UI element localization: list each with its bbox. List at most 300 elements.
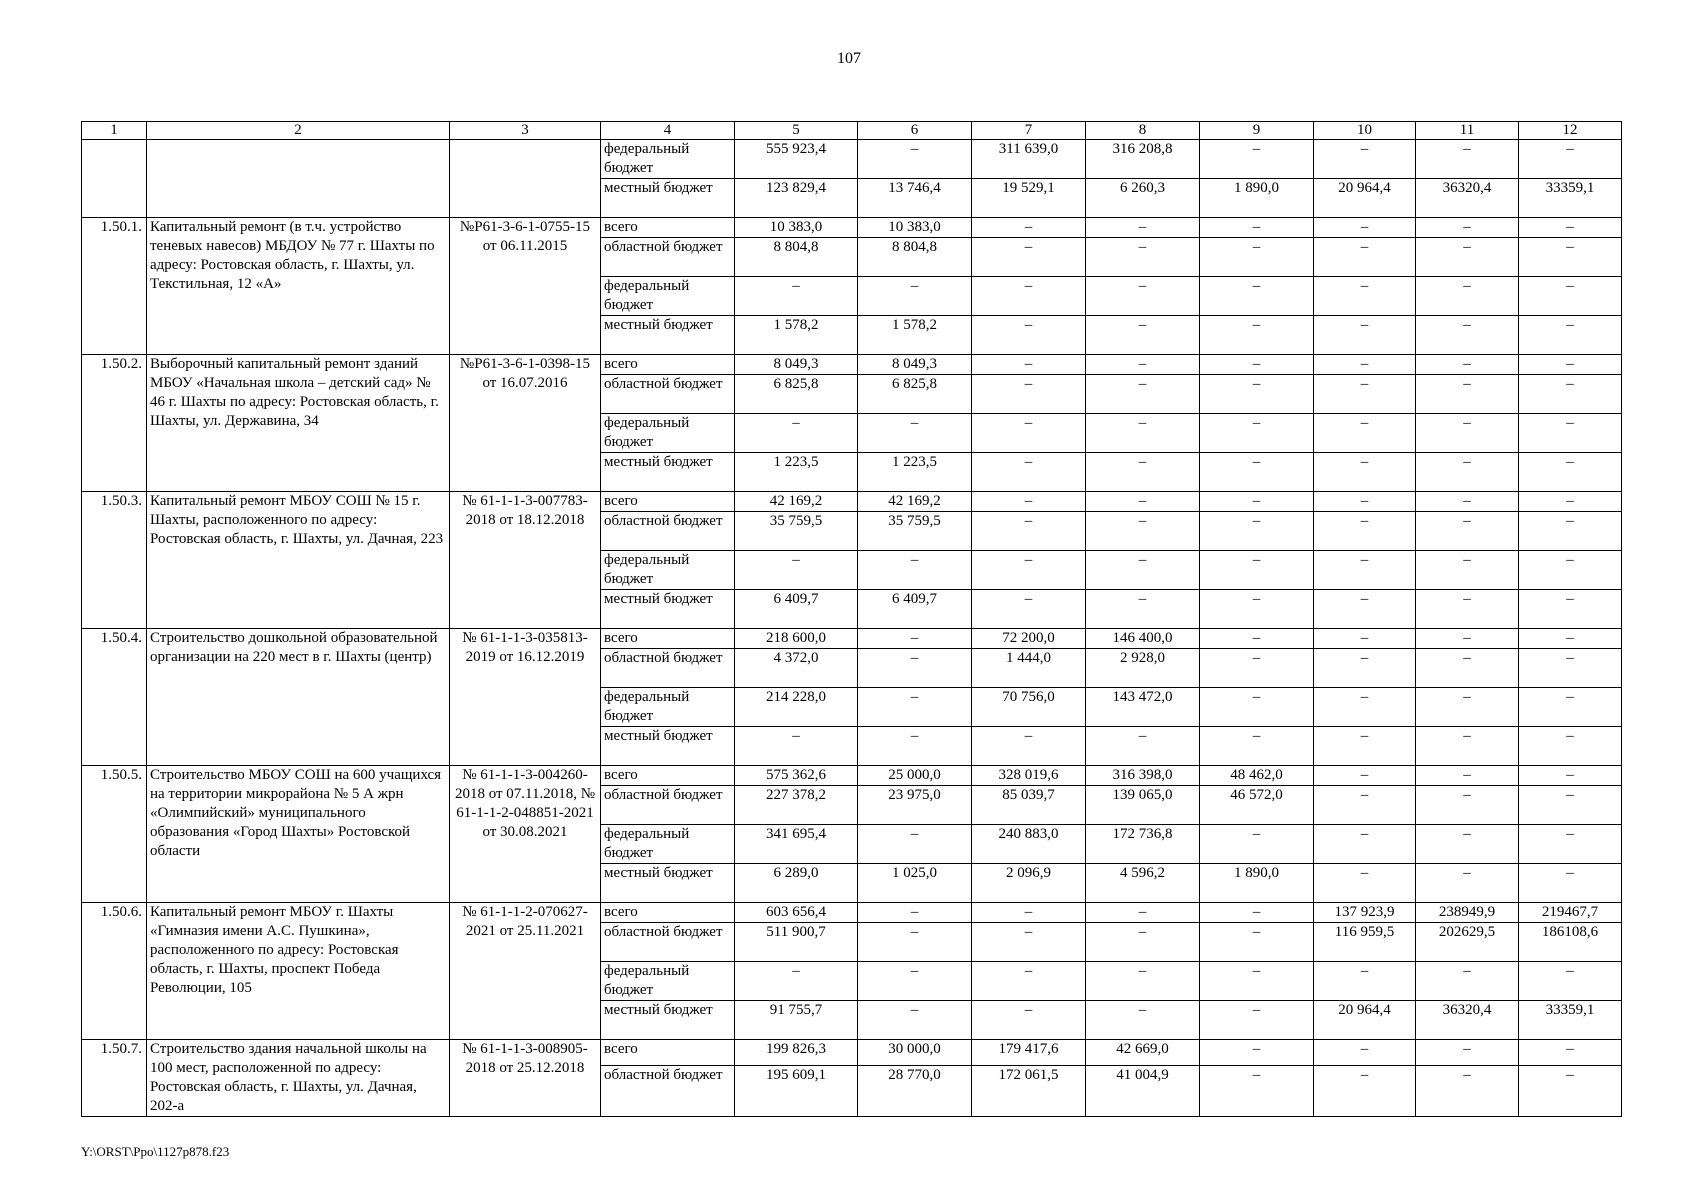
value-cell-col-7: 70 756,0 [972, 688, 1086, 727]
value-cell-col-8: – [1086, 316, 1200, 355]
value-cell-col-8: 41 004,9 [1086, 1066, 1200, 1117]
value-cell-col-12: – [1519, 727, 1622, 766]
funding-source-label: всего [601, 492, 735, 512]
funding-source-label: областной бюджет [601, 923, 735, 962]
value-cell-col-8: – [1086, 453, 1200, 492]
column-header-8: 8 [1086, 122, 1200, 140]
value-cell-col-5: – [735, 551, 858, 590]
value-cell-col-8: 2 928,0 [1086, 649, 1200, 688]
item-number: 1.50.1. [82, 218, 147, 355]
value-cell-col-7: 240 883,0 [972, 825, 1086, 864]
value-cell-col-10: – [1314, 786, 1416, 825]
value-cell-col-12: – [1519, 218, 1622, 238]
value-cell-col-6: – [858, 649, 972, 688]
value-cell-col-7: 19 529,1 [972, 179, 1086, 218]
value-cell-col-10: – [1314, 1066, 1416, 1117]
value-cell-col-12: – [1519, 355, 1622, 375]
value-cell-col-6: – [858, 1001, 972, 1040]
item-number: 1.50.2. [82, 355, 147, 492]
funding-source-label: областной бюджет [601, 1066, 735, 1117]
funding-source-label: местный бюджет [601, 316, 735, 355]
value-cell-col-6: 23 975,0 [858, 786, 972, 825]
value-cell-col-10: – [1314, 825, 1416, 864]
value-cell-col-5: 6 289,0 [735, 864, 858, 903]
budget-table-container [81, 121, 1621, 1117]
value-cell-col-5: 10 383,0 [735, 218, 858, 238]
value-cell-col-10: – [1314, 727, 1416, 766]
item-number: 1.50.7. [82, 1040, 147, 1117]
value-cell-col-7: 85 039,7 [972, 786, 1086, 825]
value-cell-col-6: 8 049,3 [858, 355, 972, 375]
value-cell-col-11: – [1416, 551, 1519, 590]
value-cell-col-11: – [1416, 629, 1519, 649]
funding-source-label: федеральный бюджет [601, 277, 735, 316]
value-cell-col-11: – [1416, 316, 1519, 355]
value-cell-col-7: – [972, 218, 1086, 238]
value-cell-col-7: – [972, 355, 1086, 375]
value-cell-col-10: – [1314, 590, 1416, 629]
item-document: №Р61-3-6-1-0398-15 от 16.07.2016 [450, 355, 601, 492]
value-cell-col-5: 91 755,7 [735, 1001, 858, 1040]
value-cell-col-7: – [972, 238, 1086, 277]
value-cell-col-5: 603 656,4 [735, 903, 858, 923]
value-cell-col-11: – [1416, 786, 1519, 825]
column-header-1: 1 [82, 122, 147, 140]
value-cell-col-10: – [1314, 375, 1416, 414]
value-cell-col-6: 6 825,8 [858, 375, 972, 414]
value-cell-col-5: 555 923,4 [735, 140, 858, 179]
table-row [82, 218, 1622, 238]
value-cell-col-7: 328 019,6 [972, 766, 1086, 786]
value-cell-col-10: – [1314, 766, 1416, 786]
value-cell-col-8: 42 669,0 [1086, 1040, 1200, 1066]
value-cell-col-8: – [1086, 551, 1200, 590]
file-path-footer: Y:\ORST\Ppo\1127p878.f23 [81, 1144, 230, 1159]
funding-source-label: всего [601, 1040, 735, 1066]
value-cell-col-9: – [1200, 375, 1314, 414]
value-cell-col-8: 6 260,3 [1086, 179, 1200, 218]
value-cell-col-12: – [1519, 825, 1622, 864]
column-header-10: 10 [1314, 122, 1416, 140]
value-cell-col-11: – [1416, 766, 1519, 786]
item-number: 1.50.6. [82, 903, 147, 1040]
value-cell-col-11: – [1416, 727, 1519, 766]
value-cell-col-12: – [1519, 766, 1622, 786]
value-cell-col-8: – [1086, 375, 1200, 414]
value-cell-col-9: – [1200, 825, 1314, 864]
value-cell-col-12: 33359,1 [1519, 179, 1622, 218]
item-name: Капитальный ремонт МБОУ СОШ № 15 г. Шахты, расположенного по адресу: Ростовская область, г. Шахты, ул. Дачная, 223 [147, 492, 450, 629]
value-cell-col-6: – [858, 629, 972, 649]
value-cell-col-12: – [1519, 277, 1622, 316]
column-header-7: 7 [972, 122, 1086, 140]
table-row [82, 1040, 1622, 1066]
value-cell-col-9: 48 462,0 [1200, 766, 1314, 786]
value-cell-col-7: – [972, 903, 1086, 923]
table-row [82, 140, 1622, 179]
value-cell-col-11: 36320,4 [1416, 179, 1519, 218]
value-cell-col-11: – [1416, 355, 1519, 375]
table-body [82, 122, 1622, 1117]
value-cell-col-6: – [858, 962, 972, 1001]
funding-source-label: местный бюджет [601, 727, 735, 766]
item-document: № 61-1-1-2-070627-2021 от 25.11.2021 [450, 903, 601, 1040]
value-cell-col-9: – [1200, 1066, 1314, 1117]
value-cell-col-11: 202629,5 [1416, 923, 1519, 962]
value-cell-col-7: – [972, 590, 1086, 629]
value-cell-col-9: – [1200, 1040, 1314, 1066]
value-cell-col-11: – [1416, 453, 1519, 492]
value-cell-col-8: – [1086, 727, 1200, 766]
value-cell-col-9: – [1200, 414, 1314, 453]
funding-source-label: федеральный бюджет [601, 551, 735, 590]
column-header-6: 6 [858, 122, 972, 140]
column-header-12: 12 [1519, 122, 1622, 140]
value-cell-col-6: – [858, 414, 972, 453]
value-cell-col-11: – [1416, 1040, 1519, 1066]
item-name: Строительство дошкольной образовательной организации на 220 мест в г. Шахты (центр) [147, 629, 450, 766]
value-cell-col-7: – [972, 551, 1086, 590]
value-cell-col-12: – [1519, 414, 1622, 453]
value-cell-col-11: – [1416, 864, 1519, 903]
funding-source-label: областной бюджет [601, 512, 735, 551]
value-cell-col-10: – [1314, 551, 1416, 590]
funding-source-label: всего [601, 355, 735, 375]
value-cell-col-6: – [858, 551, 972, 590]
value-cell-col-5: 227 378,2 [735, 786, 858, 825]
item-name: Выборочный капитальный ремонт зданий МБОУ «Начальная школа – детский сад» № 46 г. Шахты по адресу: Ростовская область, г. Шахты, ул. Державина, 34 [147, 355, 450, 492]
value-cell-col-11: – [1416, 218, 1519, 238]
value-cell-col-11: – [1416, 414, 1519, 453]
value-cell-col-5: – [735, 727, 858, 766]
value-cell-col-9: – [1200, 218, 1314, 238]
value-cell-col-9: 1 890,0 [1200, 864, 1314, 903]
item-number: 1.50.5. [82, 766, 147, 903]
value-cell-col-6: – [858, 923, 972, 962]
funding-source-label: местный бюджет [601, 1001, 735, 1040]
value-cell-col-11: 36320,4 [1416, 1001, 1519, 1040]
value-cell-col-8: – [1086, 492, 1200, 512]
funding-source-label: федеральный бюджет [601, 962, 735, 1001]
value-cell-col-7: – [972, 277, 1086, 316]
value-cell-col-5: 199 826,3 [735, 1040, 858, 1066]
value-cell-col-8: – [1086, 903, 1200, 923]
table-row [82, 766, 1622, 786]
value-cell-col-10: – [1314, 218, 1416, 238]
value-cell-col-10: – [1314, 277, 1416, 316]
value-cell-col-12: – [1519, 551, 1622, 590]
value-cell-col-12: – [1519, 786, 1622, 825]
value-cell-col-5: 4 372,0 [735, 649, 858, 688]
value-cell-col-9: – [1200, 923, 1314, 962]
value-cell-col-12: – [1519, 1040, 1622, 1066]
value-cell-col-9: – [1200, 590, 1314, 629]
value-cell-col-8: 4 596,2 [1086, 864, 1200, 903]
value-cell-col-12: – [1519, 1066, 1622, 1117]
value-cell-col-10: – [1314, 316, 1416, 355]
value-cell-col-11: 238949,9 [1416, 903, 1519, 923]
value-cell-col-10: – [1314, 238, 1416, 277]
table-row [82, 355, 1622, 375]
value-cell-col-5: 214 228,0 [735, 688, 858, 727]
value-cell-col-5: 511 900,7 [735, 923, 858, 962]
column-header-3: 3 [450, 122, 601, 140]
value-cell-col-7: – [972, 727, 1086, 766]
item-name: Капитальный ремонт МБОУ г. Шахты «Гимназия имени А.С. Пушкина», расположенного по адресу: Ростовская область, г. Шахты, проспект Победа Революции, 105 [147, 903, 450, 1040]
value-cell-col-12: – [1519, 375, 1622, 414]
value-cell-col-7: – [972, 962, 1086, 1001]
item-number: 1.50.3. [82, 492, 147, 629]
value-cell-col-12: 219467,7 [1519, 903, 1622, 923]
value-cell-col-12: – [1519, 492, 1622, 512]
item-document: № 61-1-1-3-007783-2018 от 18.12.2018 [450, 492, 601, 629]
column-header-5: 5 [735, 122, 858, 140]
value-cell-col-12: – [1519, 140, 1622, 179]
value-cell-col-5: 35 759,5 [735, 512, 858, 551]
value-cell-col-12: – [1519, 238, 1622, 277]
funding-source-label: местный бюджет [601, 453, 735, 492]
funding-source-label: всего [601, 218, 735, 238]
value-cell-col-8: 139 065,0 [1086, 786, 1200, 825]
value-cell-col-10: – [1314, 688, 1416, 727]
value-cell-col-7: – [972, 316, 1086, 355]
value-cell-col-9: – [1200, 903, 1314, 923]
page-number: 107 [837, 50, 861, 67]
value-cell-col-11: – [1416, 688, 1519, 727]
value-cell-col-7: – [972, 414, 1086, 453]
value-cell-col-8: 146 400,0 [1086, 629, 1200, 649]
value-cell-col-6: – [858, 727, 972, 766]
value-cell-col-5: – [735, 277, 858, 316]
value-cell-col-7: 179 417,6 [972, 1040, 1086, 1066]
value-cell-col-8: – [1086, 512, 1200, 551]
value-cell-col-10: – [1314, 492, 1416, 512]
funding-source-label: местный бюджет [601, 179, 735, 218]
value-cell-col-7: – [972, 492, 1086, 512]
value-cell-col-9: – [1200, 316, 1314, 355]
value-cell-col-12: – [1519, 962, 1622, 1001]
value-cell-col-9: 46 572,0 [1200, 786, 1314, 825]
value-cell-col-6: – [858, 903, 972, 923]
item-name: Строительство здания начальной школы на 100 мест, расположенной по адресу: Ростовская область, г. Шахты, ул. Дачная, 202-а [147, 1040, 450, 1117]
funding-source-label: федеральный бюджет [601, 414, 735, 453]
value-cell-col-10: – [1314, 1040, 1416, 1066]
column-header-2: 2 [147, 122, 450, 140]
value-cell-col-10: – [1314, 864, 1416, 903]
value-cell-col-6: – [858, 140, 972, 179]
value-cell-col-5: – [735, 962, 858, 1001]
value-cell-col-5: – [735, 414, 858, 453]
value-cell-col-6: 6 409,7 [858, 590, 972, 629]
column-header-9: 9 [1200, 122, 1314, 140]
value-cell-col-10: 20 964,4 [1314, 179, 1416, 218]
value-cell-col-10: 137 923,9 [1314, 903, 1416, 923]
value-cell-col-11: – [1416, 512, 1519, 551]
item-name: Капитальный ремонт (в т.ч. устройство теневых навесов) МБДОУ № 77 г. Шахты по адресу: Ростовская область, г. Шахты, ул. Текстильная, 12 «А» [147, 218, 450, 355]
value-cell-col-6: 1 578,2 [858, 316, 972, 355]
value-cell-col-9: – [1200, 492, 1314, 512]
value-cell-col-11: – [1416, 238, 1519, 277]
value-cell-col-10: – [1314, 355, 1416, 375]
budget-table [81, 121, 1622, 1117]
item-document: № 61-1-1-3-004260-2018 от 07.11.2018, № 61-1-1-2-048851-2021 от 30.08.2021 [450, 766, 601, 903]
item-name [147, 140, 450, 218]
value-cell-col-6: 8 804,8 [858, 238, 972, 277]
funding-source-label: федеральный бюджет [601, 825, 735, 864]
value-cell-col-9: – [1200, 140, 1314, 179]
funding-source-label: областной бюджет [601, 649, 735, 688]
value-cell-col-6: – [858, 825, 972, 864]
value-cell-col-6: 42 169,2 [858, 492, 972, 512]
value-cell-col-7: – [972, 512, 1086, 551]
value-cell-col-9: 1 890,0 [1200, 179, 1314, 218]
value-cell-col-12: – [1519, 453, 1622, 492]
value-cell-col-11: – [1416, 492, 1519, 512]
value-cell-col-6: – [858, 277, 972, 316]
value-cell-col-6: 1 025,0 [858, 864, 972, 903]
column-header-4: 4 [601, 122, 735, 140]
value-cell-col-5: 341 695,4 [735, 825, 858, 864]
funding-source-label: местный бюджет [601, 590, 735, 629]
value-cell-col-7: – [972, 375, 1086, 414]
value-cell-col-10: – [1314, 453, 1416, 492]
value-cell-col-10: – [1314, 512, 1416, 551]
value-cell-col-6: 25 000,0 [858, 766, 972, 786]
value-cell-col-9: – [1200, 629, 1314, 649]
value-cell-col-10: – [1314, 140, 1416, 179]
funding-source-label: всего [601, 629, 735, 649]
funding-source-label: областной бюджет [601, 238, 735, 277]
value-cell-col-7: 1 444,0 [972, 649, 1086, 688]
value-cell-col-7: – [972, 453, 1086, 492]
value-cell-col-9: – [1200, 453, 1314, 492]
table-row [82, 492, 1622, 512]
value-cell-col-5: 123 829,4 [735, 179, 858, 218]
table-row [82, 629, 1622, 649]
value-cell-col-8: – [1086, 1001, 1200, 1040]
value-cell-col-5: 6 825,8 [735, 375, 858, 414]
value-cell-col-9: – [1200, 277, 1314, 316]
value-cell-col-8: – [1086, 962, 1200, 1001]
value-cell-col-7: – [972, 1001, 1086, 1040]
funding-source-label: областной бюджет [601, 375, 735, 414]
value-cell-col-5: 8 049,3 [735, 355, 858, 375]
value-cell-col-5: 8 804,8 [735, 238, 858, 277]
value-cell-col-9: – [1200, 551, 1314, 590]
value-cell-col-8: – [1086, 355, 1200, 375]
value-cell-col-11: – [1416, 1066, 1519, 1117]
value-cell-col-12: 186108,6 [1519, 923, 1622, 962]
item-document: №Р61-3-6-1-0755-15 от 06.11.2015 [450, 218, 601, 355]
value-cell-col-11: – [1416, 590, 1519, 629]
value-cell-col-8: – [1086, 923, 1200, 962]
funding-source-label: федеральный бюджет [601, 688, 735, 727]
value-cell-col-10: 116 959,5 [1314, 923, 1416, 962]
value-cell-col-5: 575 362,6 [735, 766, 858, 786]
value-cell-col-8: 316 398,0 [1086, 766, 1200, 786]
value-cell-col-8: – [1086, 238, 1200, 277]
funding-source-label: федеральный бюджет [601, 140, 735, 179]
value-cell-col-9: – [1200, 1001, 1314, 1040]
column-header-11: 11 [1416, 122, 1519, 140]
item-document: № 61-1-1-3-035813-2019 от 16.12.2019 [450, 629, 601, 766]
table-row [82, 903, 1622, 923]
value-cell-col-12: – [1519, 590, 1622, 629]
value-cell-col-5: 42 169,2 [735, 492, 858, 512]
value-cell-col-8: – [1086, 218, 1200, 238]
value-cell-col-5: 6 409,7 [735, 590, 858, 629]
value-cell-col-12: – [1519, 864, 1622, 903]
value-cell-col-7: 72 200,0 [972, 629, 1086, 649]
funding-source-label: областной бюджет [601, 786, 735, 825]
value-cell-col-12: – [1519, 688, 1622, 727]
value-cell-col-9: – [1200, 512, 1314, 551]
value-cell-col-7: 311 639,0 [972, 140, 1086, 179]
item-document: № 61-1-1-3-008905-2018 от 25.12.2018 [450, 1040, 601, 1117]
value-cell-col-7: 172 061,5 [972, 1066, 1086, 1117]
value-cell-col-12: 33359,1 [1519, 1001, 1622, 1040]
value-cell-col-11: – [1416, 277, 1519, 316]
value-cell-col-6: 13 746,4 [858, 179, 972, 218]
funding-source-label: всего [601, 766, 735, 786]
value-cell-col-5: 1 223,5 [735, 453, 858, 492]
value-cell-col-8: – [1086, 414, 1200, 453]
value-cell-col-10: – [1314, 414, 1416, 453]
header-row [82, 122, 1622, 140]
value-cell-col-8: – [1086, 277, 1200, 316]
value-cell-col-8: 172 736,8 [1086, 825, 1200, 864]
funding-source-label: всего [601, 903, 735, 923]
value-cell-col-5: 195 609,1 [735, 1066, 858, 1117]
value-cell-col-5: 218 600,0 [735, 629, 858, 649]
value-cell-col-6: 1 223,5 [858, 453, 972, 492]
value-cell-col-11: – [1416, 649, 1519, 688]
value-cell-col-12: – [1519, 512, 1622, 551]
value-cell-col-6: 28 770,0 [858, 1066, 972, 1117]
value-cell-col-12: – [1519, 316, 1622, 355]
value-cell-col-9: – [1200, 238, 1314, 277]
value-cell-col-11: – [1416, 375, 1519, 414]
value-cell-col-10: 20 964,4 [1314, 1001, 1416, 1040]
value-cell-col-9: – [1200, 649, 1314, 688]
value-cell-col-12: – [1519, 649, 1622, 688]
value-cell-col-9: – [1200, 688, 1314, 727]
value-cell-col-11: – [1416, 825, 1519, 864]
item-number [82, 140, 147, 218]
value-cell-col-7: 2 096,9 [972, 864, 1086, 903]
item-name: Строительство МБОУ СОШ на 600 учащихся на территории микрорайона № 5 А жрн «Олимпийский» муниципального образования «Город Шахты» Ростовской области [147, 766, 450, 903]
value-cell-col-6: 35 759,5 [858, 512, 972, 551]
value-cell-col-8: 143 472,0 [1086, 688, 1200, 727]
value-cell-col-12: – [1519, 629, 1622, 649]
value-cell-col-6: 10 383,0 [858, 218, 972, 238]
value-cell-col-6: – [858, 688, 972, 727]
value-cell-col-10: – [1314, 629, 1416, 649]
funding-source-label: местный бюджет [601, 864, 735, 903]
value-cell-col-10: – [1314, 649, 1416, 688]
value-cell-col-10: – [1314, 962, 1416, 1001]
value-cell-col-7: – [972, 923, 1086, 962]
value-cell-col-9: – [1200, 727, 1314, 766]
item-document [450, 140, 601, 218]
value-cell-col-11: – [1416, 962, 1519, 1001]
value-cell-col-8: 316 208,8 [1086, 140, 1200, 179]
value-cell-col-9: – [1200, 355, 1314, 375]
value-cell-col-5: 1 578,2 [735, 316, 858, 355]
value-cell-col-6: 30 000,0 [858, 1040, 972, 1066]
value-cell-col-9: – [1200, 962, 1314, 1001]
value-cell-col-11: – [1416, 140, 1519, 179]
